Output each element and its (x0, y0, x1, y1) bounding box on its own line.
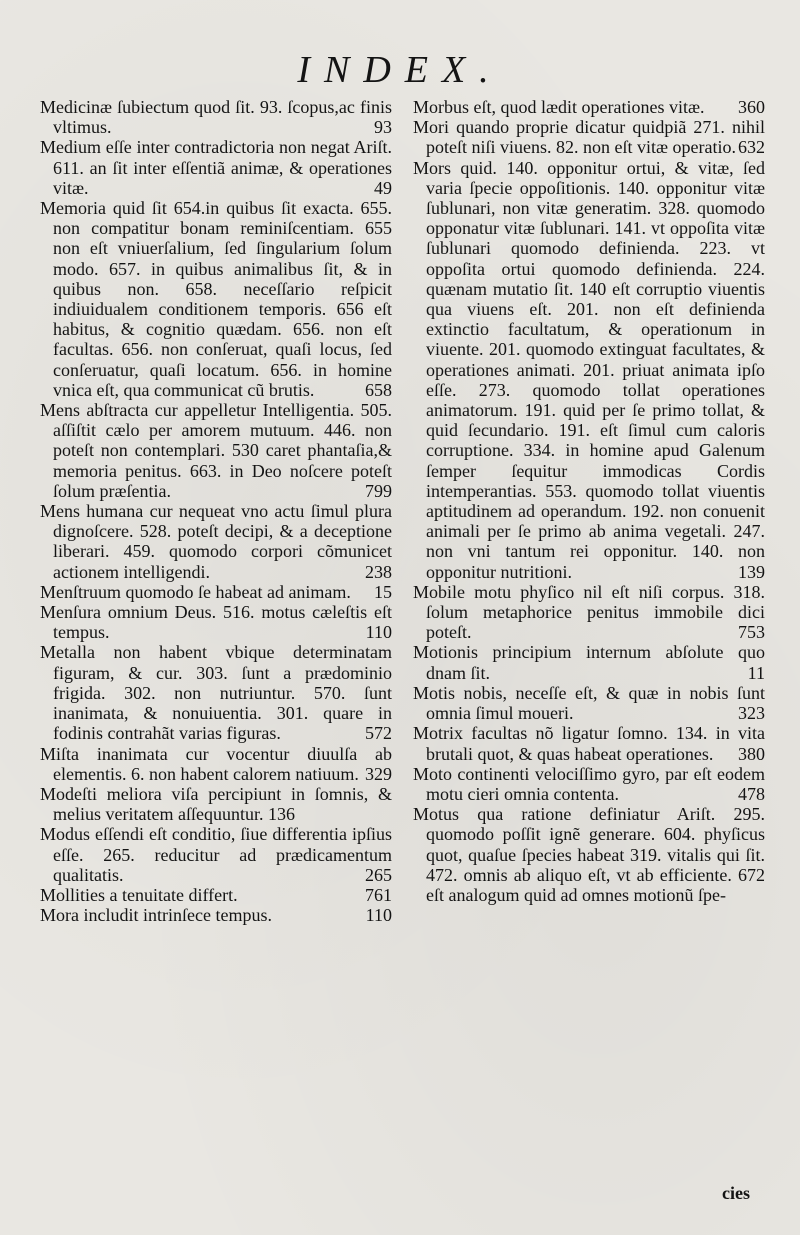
page-reference: 15 (374, 581, 392, 602)
index-entry (413, 764, 765, 804)
index-entry (413, 117, 765, 157)
entry-text: Modeſti meliora viſa percipiunt in ſomnis, & melius veritatem aſſequuntur. 136 (40, 783, 392, 825)
page-reference: 11 (747, 662, 765, 683)
entry-text: Mora includit intrinſece tempus. (40, 905, 272, 926)
index-entry (40, 744, 392, 784)
index-entry (413, 97, 765, 117)
entry-text: Mors quid. 140. opponitur ortui, & vitæ, ſed varia ſpecie oppoſitionis. 140. opponitur vitæ ſublunari, non vitæ generatim. 328. quomodo opponatur vitæ ſublunari. 141. vt oppoſita vitæ ſublunari quomodo definienda. 223. vt oppoſita ortui quomodo definienda. 224. quænam mutatio ſit. 140 eſt corruptio viuentis qua viuens eſt. 201. non eſt definienda extinctio facultatum, & operationum in viuente. 201. quomodo extinguat facultates, & operationes animati. 201. priuat animata ipſo eſſe. 273. quomodo tollat operationes animatorum. 191. quid per ſe primo tollat, & quid ſecundario. 191. eſt ſimul cum caloris corruptione. 334. in homine apud Galenum ſemper ſequitur immodicas Cordis intemperantias. 553. quomodo tollat viuentis aptitudinem ad operandum. 192. non conuenit animali per ſe primo ab anima vegetali. 247. non vni tantum rei opponitur. 140. non opponitur nutritioni. (413, 157, 765, 582)
entry-text: Medicinæ ſubiectum quod ſit. 93. ſcopus,ac finis vltimus. (40, 97, 392, 138)
page-reference: 93 (374, 117, 392, 138)
entry-text: Menſtruum quomodo ſe habeat ad animam. (40, 581, 351, 602)
index-entry (40, 885, 392, 905)
entry-text: Mens humana cur nequeat vno actu ſimul plura dignoſcere. 528. poteſt decipi, & a deceptione liberari. 459. quomodo corpori cõmunicet actionem intelligendi. (40, 501, 392, 582)
page-reference: 632 (738, 137, 765, 158)
page-reference: 110 (365, 905, 392, 926)
page-reference: 753 (738, 622, 765, 643)
index-entry (413, 683, 765, 723)
catchword: cies (722, 1183, 750, 1203)
page-reference: 238 (365, 561, 392, 582)
page-reference: 110 (365, 622, 392, 643)
entry-text: Motrix facultas nõ ligatur ſomno. 134. in vita brutali quot, & quas habeat operationes. (413, 723, 765, 764)
entry-text: Mollities a tenuitate differt. (40, 884, 238, 905)
index-entry (40, 501, 392, 582)
page-reference: 329 (365, 763, 392, 784)
index-entry (413, 158, 765, 582)
page-reference: 49 (374, 177, 392, 198)
entry-text: Menſura omnium Deus. 516. motus cæleſtis eſt tempus. (40, 602, 392, 643)
index-entry (40, 642, 392, 743)
entry-text: Memoria quid ſit 654.in quibus ſit exacta. 655. non compatitur bonam reminiſcentiam. 655 non eſt vniuerſalium, ſed ſingularium ſolum modo. 657. in quibus animalibus ſit, & in quibus non. 658. neceſſario reſpicit indiuidualem conditionem temporis. 656 eſt habitus, & cognitio quædam. 656. non eſt facultas. 656. non conſeruat, quaſi locus, ſed conſeruatur, quaſi locatum. 656. in homine vnica eſt, qua communicat cũ brutis. (40, 198, 392, 400)
index-column-right (413, 97, 765, 905)
index-entry (413, 642, 765, 682)
entry-text: Medium eſſe inter contradictoria non negat Ariſt. 611. an ſit inter eſſentiã animæ, & operationes vitæ. (40, 137, 392, 198)
page-reference: 478 (738, 783, 765, 804)
index-entry (40, 824, 392, 885)
page-reference: 360 (738, 97, 765, 117)
index-column-left (40, 97, 392, 925)
page-reference: 572 (365, 723, 392, 744)
entry-text: Metalla non habent vbique determinatam figuram, & cur. 303. ſunt a prædominio frigida. 302. non nutriuntur. 570. ſunt inanimata, & nonuiuentia. 301. quare in fodinis contrahãt varias figuras. (40, 642, 392, 744)
entry-text: Morbus eſt, quod lædit operationes vitæ. (413, 97, 705, 117)
index-entry (40, 602, 392, 642)
page-reference: 323 (738, 703, 765, 724)
entry-text: Modus eſſendi eſt conditio, ſiue differentia ipſius eſſe. 265. reducitur ad prædicamentum qualitatis. (40, 824, 392, 885)
page-reference: 799 (365, 480, 392, 501)
entry-text: Mobile motu phyſico nil eſt niſi corpus. 318. ſolum metaphorice penitus immobile dici poteſt. (413, 581, 765, 643)
index-entry (40, 905, 392, 925)
page-reference: 380 (738, 743, 765, 764)
index-entry (40, 198, 392, 400)
page-reference: 139 (738, 561, 765, 582)
index-entry (40, 784, 392, 824)
page-reference: 658 (365, 379, 392, 400)
page-reference: 761 (365, 884, 392, 905)
index-entry (40, 400, 392, 501)
entry-text: Motis nobis, neceſſe eſt, & quæ in nobis ſunt omnia ſimul moueri. (413, 682, 765, 724)
entry-text: Mens abſtracta cur appelletur Intelligentia. 505. aſſiſtit cælo per amorem mutuum. 446. non poteſt non contemplari. 530 caret phantaſia,& memoria penitus. 663. in Deo noſcere poteſt ſolum præſentia. (40, 400, 392, 501)
index-entry (40, 582, 392, 602)
index-entry (413, 804, 765, 905)
index-entry (413, 582, 765, 643)
entry-text: Motionis principium internum abſolute quo dnam ſit. (413, 642, 765, 683)
index-entry (413, 723, 765, 763)
entry-text: Motus qua ratione definiatur Ariſt. 295. quomodo poſſit ignẽ generare. 604. phyſicus quot, quaſue ſpecies habeat 319. vitalis qui ſit. 472. omnis ab aliquo eſt, vt ab efficiente. 672 eſt analogum quid ad omnes motionũ ſpe- (413, 804, 765, 905)
entry-text: Moto continenti velociſſimo gyro, par eſt eodem motu cieri omnia contenta. (413, 763, 765, 804)
index-entry (40, 97, 392, 137)
entry-text: Miſta inanimata cur vocentur diuulſa ab elementis. 6. non habent calorem natiuum. (40, 743, 392, 784)
page-reference: 265 (365, 864, 392, 885)
index-entry (40, 137, 392, 198)
entry-text: Mori quando proprie dicatur quidpiã 271. nihil poteſt niſi viuens. 82. non eſt vitæ operatio. (413, 117, 765, 158)
page-title: INDEX. (297, 49, 503, 91)
